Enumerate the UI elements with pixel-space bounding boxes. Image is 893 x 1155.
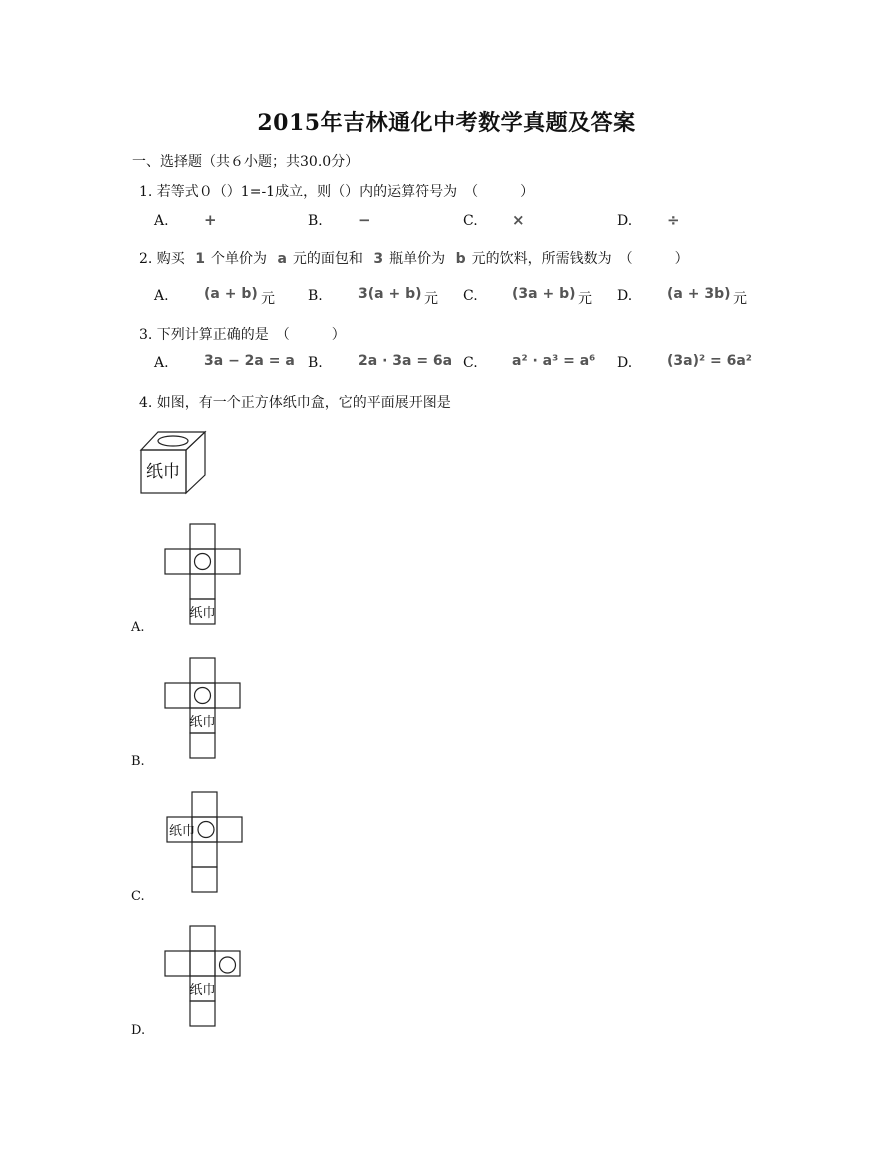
q1-stem: 1. 若等式０（）1=-1成立，则（）内的运算符号为 （ ） bbox=[139, 184, 535, 200]
q3-option-c-label: C. bbox=[463, 355, 478, 371]
svg-text:纸巾: 纸巾 bbox=[189, 606, 216, 621]
q3-option-a-label: A. bbox=[154, 355, 169, 371]
q3-stem: 3. 下列计算正确的是 （ ） bbox=[139, 327, 346, 343]
q1-option-c-label: C. bbox=[463, 213, 478, 229]
q2-option-d-unit: 元 bbox=[733, 291, 747, 307]
q2-option-a-unit: 元 bbox=[261, 291, 275, 307]
q1-option-a-label: A. bbox=[154, 213, 169, 229]
q3-option-b-value: 2a · 3a = 6a bbox=[358, 353, 453, 369]
q1-option-b-value: − bbox=[358, 211, 371, 229]
svg-text:纸巾: 纸巾 bbox=[168, 824, 196, 839]
q2-stem: 2. 购买 1 个单价为 a 元的面包和 3 瓶单价为 b 元的饮料，所需钱数为 （ ） bbox=[139, 251, 689, 267]
q4-option-b-net bbox=[164, 657, 242, 759]
q3-option-a-value: 3a − 2a = a bbox=[204, 353, 295, 369]
q1-option-b-label: B. bbox=[308, 213, 323, 229]
q2-option-b-label: B. bbox=[308, 288, 323, 304]
q2-option-d-label: D. bbox=[617, 288, 633, 304]
q4-option-b-label: B. bbox=[131, 754, 145, 769]
section-heading: 一、选择题（共６小题；共30.0分） bbox=[132, 154, 360, 170]
q4-stem: 4. 如图，有一个正方体纸巾盒，它的平面展开图是 bbox=[139, 395, 451, 411]
q2-option-a-label: A. bbox=[154, 288, 169, 304]
q4-option-d-label: D. bbox=[131, 1023, 146, 1038]
q3-option-d-value: (3a)² = 6a² bbox=[667, 353, 752, 369]
svg-text:纸巾: 纸巾 bbox=[146, 462, 180, 482]
q1-option-d-value: ÷ bbox=[667, 211, 680, 229]
q1-option-c-value: × bbox=[512, 211, 525, 229]
q2-option-c-label: C. bbox=[463, 288, 478, 304]
q2-option-c-unit: 元 bbox=[578, 291, 592, 307]
q3-option-d-label: D. bbox=[617, 355, 633, 371]
svg-text:纸巾: 纸巾 bbox=[189, 983, 216, 998]
q2-option-a-value: (a + b) bbox=[204, 286, 258, 302]
q3-option-b-label: B. bbox=[308, 355, 323, 371]
q4-option-c-net bbox=[166, 791, 244, 893]
page-title: 2015年吉林通化中考数学真题及答案 bbox=[257, 110, 636, 136]
q2-option-b-value: 3(a + b) bbox=[358, 286, 422, 302]
svg-text:纸巾: 纸巾 bbox=[189, 715, 216, 730]
tissue-box-figure bbox=[138, 428, 210, 496]
q2-option-c-value: (3a + b) bbox=[512, 286, 576, 302]
q1-option-d-label: D. bbox=[617, 213, 633, 229]
q4-option-a-net bbox=[164, 523, 242, 625]
q3-option-c-value: a² · a³ = a⁶ bbox=[512, 353, 596, 369]
q2-option-b-unit: 元 bbox=[424, 291, 438, 307]
q2-option-d-value: (a + 3b) bbox=[667, 286, 731, 302]
q1-option-a-value: + bbox=[204, 211, 217, 229]
q4-option-d-net bbox=[164, 925, 242, 1027]
q4-option-c-label: C. bbox=[131, 889, 145, 904]
q4-option-a-label: A. bbox=[131, 620, 145, 635]
